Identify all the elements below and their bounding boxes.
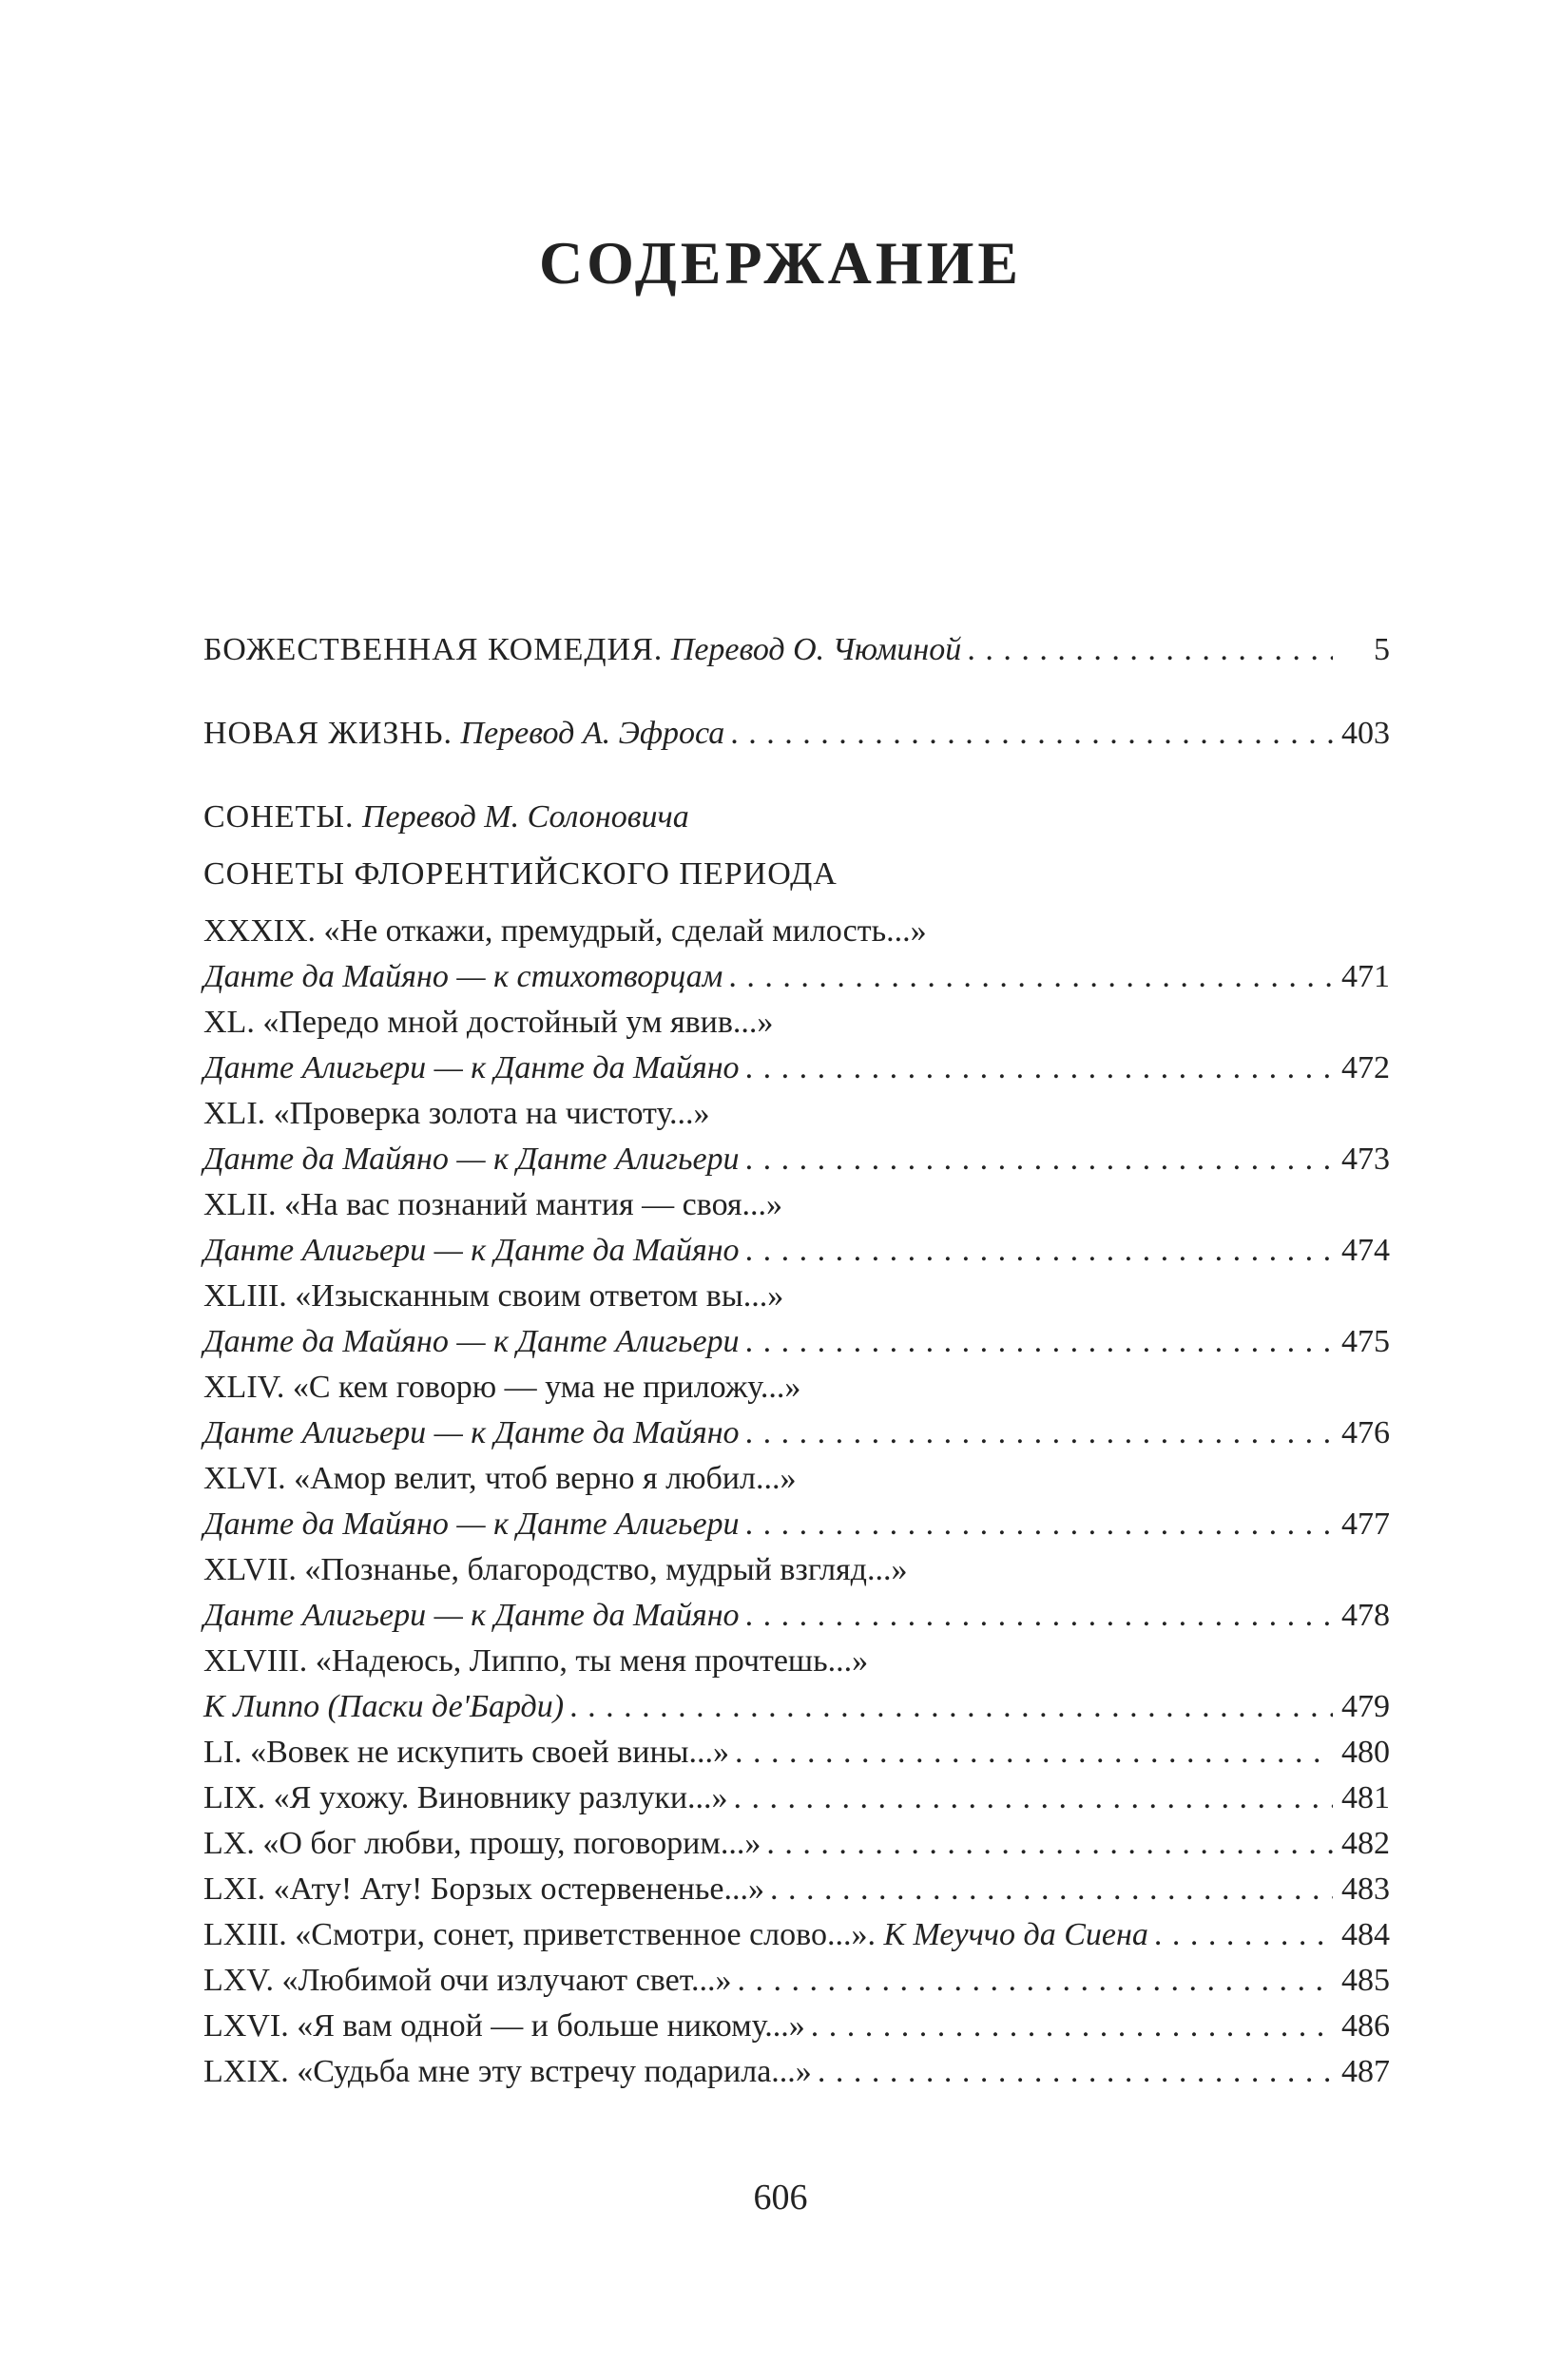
toc-entry	[203, 1000, 1390, 1091]
entry-title: LXI. «Ату! Ату! Борзых остервененье...»	[203, 1871, 764, 1907]
entry-subtitle: Данте Алигьери — к Данте да Майяно	[203, 1050, 740, 1085]
leader-dots	[569, 1684, 1333, 1730]
leader-dots	[730, 711, 1333, 757]
page-ref: 481	[1341, 1780, 1390, 1815]
toc-entry	[203, 1365, 1390, 1456]
entry-subtitle: К Меуччо да Сиена	[883, 1917, 1148, 1952]
page-ref: 485	[1341, 1963, 1390, 1998]
entry-title: LI. «Вовек не искупить своей вины...»	[203, 1735, 729, 1770]
page-ref: 474	[1341, 1233, 1390, 1268]
entry-title: XLII. «На вас познаний мантия — своя...»	[203, 1187, 783, 1222]
toc-entry	[203, 1912, 1390, 1958]
page-ref: 484	[1341, 1917, 1390, 1952]
page-ref: 471	[1341, 959, 1390, 994]
translator: Перевод О. Чюминой	[670, 632, 962, 667]
sonnets-heading	[203, 795, 1390, 840]
leader-dots	[735, 1730, 1333, 1775]
page-ref: 482	[1341, 1826, 1390, 1861]
entry-title: LXIII. «Смотри, сонет, приветственное слово...».	[203, 1917, 876, 1952]
page-ref: 5	[1374, 632, 1390, 667]
leader-dots	[1154, 1912, 1333, 1958]
leader-dots	[738, 1958, 1333, 2004]
entry-title: XLVII. «Познанье, благородство, мудрый взгляд...»	[203, 1552, 908, 1587]
entry-title: LXV. «Любимой очи излучают свет...»	[203, 1963, 732, 1998]
entry-title: XXXIX. «Не откажи, премудрый, сделай милость...»	[203, 913, 927, 949]
leader-dots	[734, 1775, 1333, 1821]
work-name: БОЖЕСТВЕННАЯ КОМЕДИЯ.	[203, 632, 664, 667]
entry-subtitle: Данте да Майяно — к Данте Алигьери	[203, 1507, 740, 1542]
leader-dots	[770, 1867, 1333, 1912]
toc-entry	[203, 1958, 1390, 2004]
leader-dots	[745, 1046, 1333, 1091]
page-ref: 483	[1341, 1871, 1390, 1907]
one-line-entries	[203, 1730, 1390, 2095]
entry-title: XLVIII. «Надеюсь, Липпо, ты меня прочтешь...»	[203, 1643, 869, 1679]
translator: Перевод А. Эфроса	[460, 716, 725, 751]
table-of-contents	[203, 627, 1390, 2095]
entry-title: XL. «Передо мной достойный ум явив...»	[203, 1005, 774, 1040]
work-name: СОНЕТЫ.	[203, 799, 355, 835]
leader-dots	[766, 1821, 1333, 1867]
leader-dots	[745, 1411, 1333, 1456]
toc-entry	[203, 1547, 1390, 1639]
translator: Перевод М. Солоновича	[361, 799, 689, 835]
two-line-entries	[203, 909, 1390, 1730]
toc-entry	[203, 909, 1390, 1000]
entry-title: XLIII. «Изысканным своим ответом вы...»	[203, 1278, 784, 1314]
page-ref: 486	[1341, 2008, 1390, 2044]
page-ref: 480	[1341, 1735, 1390, 1770]
page-ref: 479	[1341, 1689, 1390, 1724]
leader-dots	[818, 2049, 1333, 2095]
toc-entry-divine-comedy	[203, 627, 1390, 673]
entry-title: XLVI. «Амор велит, чтоб верно я любил...»	[203, 1461, 797, 1496]
entry-subtitle: Данте Алигьери — к Данте да Майяно	[203, 1598, 740, 1633]
toc-entry	[203, 1274, 1390, 1365]
leader-dots	[967, 627, 1333, 673]
page-title: СОДЕРЖАНИЕ	[538, 229, 1023, 297]
entry-title: LXIX. «Судьба мне эту встречу подарила...»	[203, 2054, 812, 2089]
leader-dots	[745, 1319, 1333, 1365]
page-ref: 476	[1341, 1415, 1390, 1450]
leader-dots	[745, 1228, 1333, 1274]
leader-dots	[745, 1137, 1333, 1182]
work-name: НОВАЯ ЖИЗНЬ.	[203, 716, 453, 751]
page-ref: 477	[1341, 1507, 1390, 1542]
toc-entry	[203, 1775, 1390, 1821]
leader-dots	[811, 2004, 1333, 2049]
toc-entry	[203, 2004, 1390, 2049]
page-ref: 473	[1341, 1142, 1390, 1177]
leader-dots	[728, 954, 1333, 1000]
entry-title: LXVI. «Я вам одной — и больше никому...»	[203, 2008, 805, 2044]
page-ref: 487	[1341, 2054, 1390, 2089]
entry-title: XLI. «Проверка золота на чистоту...»	[203, 1096, 710, 1131]
toc-entry	[203, 2049, 1390, 2095]
entry-subtitle: Данте Алигьери — к Данте да Майяно	[203, 1233, 740, 1268]
leader-dots	[745, 1593, 1333, 1639]
page-number: 606	[753, 2178, 808, 2217]
toc-entry	[203, 1639, 1390, 1730]
page-ref: 475	[1341, 1324, 1390, 1359]
toc-entry	[203, 1182, 1390, 1274]
page-ref: 403	[1341, 716, 1390, 751]
entry-title: XLIV. «С кем говорю — ума не приложу...»	[203, 1370, 801, 1405]
toc-entry	[203, 1091, 1390, 1182]
toc-entry-new-life	[203, 711, 1390, 757]
page-ref: 478	[1341, 1598, 1390, 1633]
entry-subtitle: Данте да Майяно — к Данте Алигьери	[203, 1142, 740, 1177]
toc-entry	[203, 1867, 1390, 1912]
entry-subtitle: Данте Алигьери — к Данте да Майяно	[203, 1415, 740, 1450]
entry-subtitle: К Липпо (Паски де'Барди)	[203, 1689, 565, 1724]
toc-entry	[203, 1456, 1390, 1547]
entry-subtitle: Данте да Майяно — к стихотворцам	[203, 959, 723, 994]
toc-entry	[203, 1730, 1390, 1775]
toc-entry	[203, 1821, 1390, 1867]
entry-title: LX. «О бог любви, прошу, поговорим...»	[203, 1826, 761, 1861]
page-ref: 472	[1341, 1050, 1390, 1085]
leader-dots	[745, 1502, 1333, 1547]
section-heading: СОНЕТЫ ФЛОРЕНТИЙСКОГО ПЕРИОДА	[203, 856, 838, 892]
entry-title: LIX. «Я ухожу. Виновнику разлуки...»	[203, 1780, 728, 1815]
entry-subtitle: Данте да Майяно — к Данте Алигьери	[203, 1324, 740, 1359]
